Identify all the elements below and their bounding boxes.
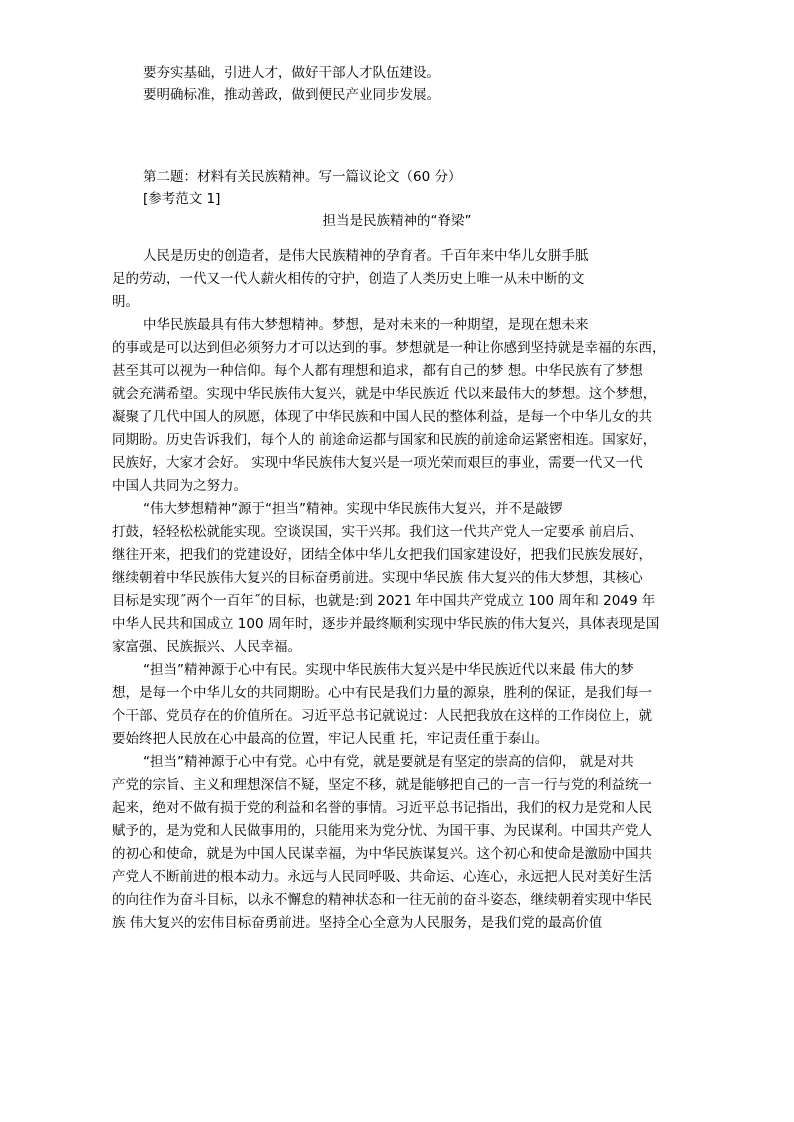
paragraph-line: 足的劳动，一代又一代人薪火相传的守护，创造了人类历史上唯一从未中断的文	[112, 271, 585, 287]
paragraph-line: 明。	[112, 294, 139, 310]
essay-title	[0, 210, 794, 232]
paragraph-line: 要始终把人民放在心中最高的位置，牢记人民重 托，牢记责任重于泰山。	[112, 731, 549, 747]
paragraph-line: 家富强、民族振兴、人民幸福。	[112, 639, 301, 655]
paragraph-line: 想，是每一个中华儿女的共同期盼。心中有民是我们力量的源泉，胜利的保证，是我们每一	[112, 685, 652, 701]
reference-label: [参考范文 1]	[143, 191, 221, 207]
paragraph-line: 赋予的，是为党和人民做事用的，只能用来为党分忧、为国干事、为民谋利。中国共产党人	[112, 823, 652, 839]
paragraph-line: 继往开来，把我们的党建设好，团结全体中华儿女把我们国家建设好，把我们民族发展好，	[112, 547, 652, 563]
paragraph-line: 的向往作为奋斗目标，以永不懈怠的精神状态和一往无前的奋斗姿态，继续朝着实现中华民	[112, 892, 652, 908]
paragraph-line: 同期盼。历史告诉我们，每个人的 前途命运都与国家和民族的前途命运紧密相连。国家好，	[112, 432, 657, 448]
paragraph-line: “担当”精神源于心中有民。实现中华民族伟大复兴是中华民族近代以来最 伟大的梦	[143, 662, 634, 678]
paragraph-line: 的事或是可以达到但必须努力才可以达到的事。梦想就是一种让你感到坚持就是幸福的东西，	[112, 340, 666, 356]
paragraph-line: “伟大梦想精神”源于“担当”精神。实现中华民族伟大复兴，并不是敲锣	[143, 501, 563, 517]
paragraph-line: 继续朝着中华民族伟大复兴的目标奋勇前进。实现中华民族 伟大复兴的伟大梦想，其核心	[112, 570, 643, 586]
paragraph-line: 就会充满希望。实现中华民族伟大复兴，就是中华民族近 代以来最伟大的梦想。这个梦想，	[112, 386, 657, 402]
paragraph-line: 起来，绝对不做有损于党的利益和名誉的事情。习近平总书记指出，我们的权力是党和人民	[112, 800, 652, 816]
paragraph-line: 打鼓，轻轻松松就能实现。空谈误国，实干兴邦。我们这一代共产党人一定要承 前启后、	[112, 524, 643, 540]
paragraph-line: 中华人民共和国成立 100 周年时，逐步并最终顺利实现中华民族的伟大复兴，具体表现是国	[112, 616, 660, 632]
paragraph-line: 中华民族最具有伟大梦想精神。梦想，是对未来的一种期望，是现在想未来	[143, 317, 589, 333]
intro-line: 要明确标准，推动善政，做到便民产业同步发展。	[143, 87, 440, 103]
paragraph-line: “担当”精神源于心中有党。心中有党，就是要就是有坚定的崇高的信仰， 就是对共	[143, 754, 634, 770]
paragraph-line: 甚至其可以视为一种信仰。每个人都有理想和追求，都有自己的梦 想。中华民族有了梦想	[112, 363, 643, 379]
paragraph-line: 个干部、党员存在的价值所在。习近平总书记就说过：人民把我放在这样的工作岗位上，就	[112, 708, 652, 724]
paragraph-line: 族 伟大复兴的宏伟目标奋勇前进。坚持全心全意为人民服务，是我们党的最高价值	[112, 915, 603, 931]
paragraph-line: 目标是实现˝两个一百年˝的目标，也就是:到 2021 年中国共产党成立 100 周年和 2049 年	[112, 593, 656, 609]
paragraph-line: 中国人共同为之努力。	[112, 478, 247, 494]
paragraph-line: 人民是历史的创造者，是伟大民族精神的孕育者。千百年来中华儿女胼手胝	[143, 248, 589, 264]
paragraph-line: 产党的宗旨、主义和理想深信不疑，坚定不移，就是能够把自己的一言一行与党的利益统一	[112, 777, 652, 793]
paragraph-line: 民族好，大家才会好。 实现中华民族伟大复兴是一项光荣而艰巨的事业，需要一代又一代	[112, 455, 643, 471]
paragraph-line: 凝聚了几代中国人的夙愿，体现了中华民族和中国人民的整体利益，是每一个中华儿女的共	[112, 409, 652, 425]
intro-line: 要夯实基础，引进人才，做好干部人才队伍建设。	[143, 65, 440, 81]
essay-title-text: 担当是民族精神的“脊梁”	[322, 213, 472, 229]
paragraph-line: 产党人不断前进的根本动力。永远与人民同呼吸、共命运、心连心，永远把人民对美好生活	[112, 869, 652, 885]
question-heading: 第二题：材料有关民族精神。写一篇议论文（60 分）	[143, 169, 462, 185]
paragraph-line: 的初心和使命，就是为中国人民谋幸福，为中华民族谋复兴。这个初心和使命是激励中国共	[112, 846, 652, 862]
